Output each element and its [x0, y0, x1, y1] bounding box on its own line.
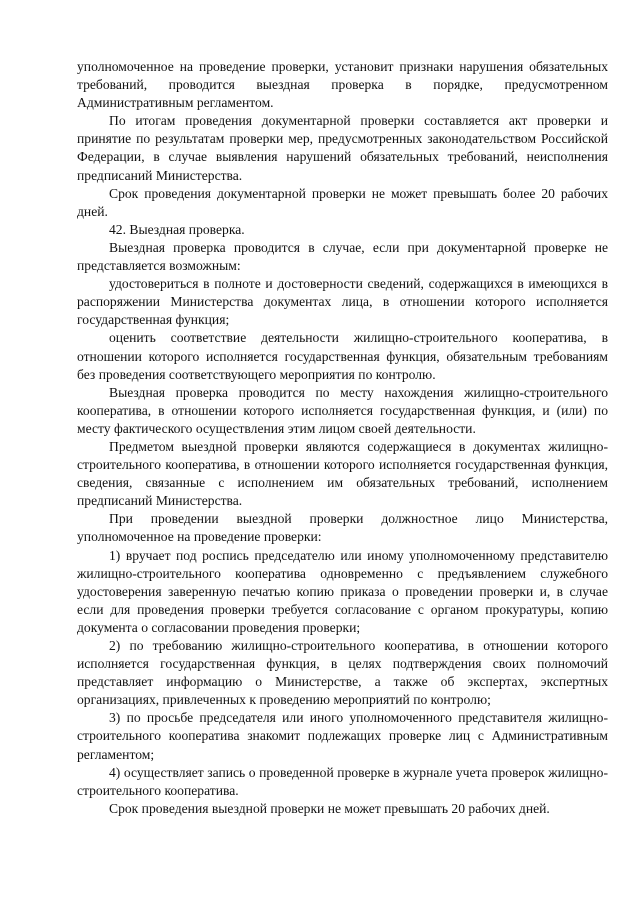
paragraph-assess-compliance: оценить соответствие деятельности жилищно-строительного кооператива, в отношении которого исполняется государственная функция, обязательным требованиям без проведения соответствующего мероприятия по контролю. [77, 330, 608, 382]
paragraph-official-duties: При проведении выездной проверки должностное лицо Министерства, уполномоченное на проведение проверки: [77, 511, 608, 545]
list-item-3: 3) по просьбе председателя или иного уполномоченного представителя жилищно-строительного кооператива знакомит подлежащих проверке лиц с Административным регламентом; [77, 710, 608, 762]
list-item-1: 1) вручает под роспись председателю или иному уполномоченному представителю жилищно-строительного кооператива одновременно с предъявлением служебного удостоверения заверенную печатью копию приказа о проведении проверки и, в случае если для проведения проверки требуется согласование с органом прокуратуры, копию документа о согласовании проведения проверки; [77, 547, 608, 635]
paragraph-continuation: уполномоченное на проведение проверки, установит признаки нарушения обязательных требований, проводится выездная проверка в порядке, предусмотренном Административным регламентом. [77, 59, 608, 111]
section-heading-42: 42. Выездная проверка. [109, 221, 245, 237]
paragraph-onsite-subject: Предметом выездной проверки являются содержащиеся в документах жилищно-строительного кооператива, в отношении которого исполняется государственная функция, сведения, связанные с исполнением им обязательных требований, исполнением предписаний Министерства. [77, 438, 608, 509]
paragraph-onsite-conditions: Выездная проверка проводится в случае, если при документарной проверке не представляется возможным: [77, 239, 608, 274]
paragraph-inspection-results: По итогам проведения документарной проверки составляется акт проверки и принятие по результатам проверки мер, предусмотренных законодательством Российской Федерации, в случае выявления нарушений обязательных требований, неисполнения предписаний Министерства. [77, 113, 608, 183]
paragraph-documentary-term: Срок проведения документарной проверки не может превышать более 20 рабочих дней. [77, 185, 608, 219]
paragraph-onsite-location: Выездная проверка проводится по месту нахождения жилищно-строительного кооператива, в отношении которого исполняется государственная функция, и (или) по месту фактического осуществления этим лицом своей деятельности. [77, 384, 608, 436]
paragraph-onsite-term: Срок проведения выездной проверки не может превышать 20 рабочих дней. [109, 800, 550, 816]
paragraph-verify-completeness: удостовериться в полноте и достоверности сведений, содержащихся в имеющихся в распоряжении Министерства документах лица, в отношении которого исполняется государственная функция; [77, 276, 608, 328]
document-body [77, 58, 608, 818]
list-item-4: 4) осуществляет запись о проведенной проверке в журнале учета проверок жилищно-строительного кооператива. [77, 764, 608, 798]
list-item-2: 2) по требованию жилищно-строительного кооператива, в отношении которого исполняется государственная функция, в целях подтверждения своих полномочий представляет информацию о Министерстве, а также об экспертах, экспертных организациях, привлеченных к проведению мероприятий по контролю; [77, 638, 608, 708]
